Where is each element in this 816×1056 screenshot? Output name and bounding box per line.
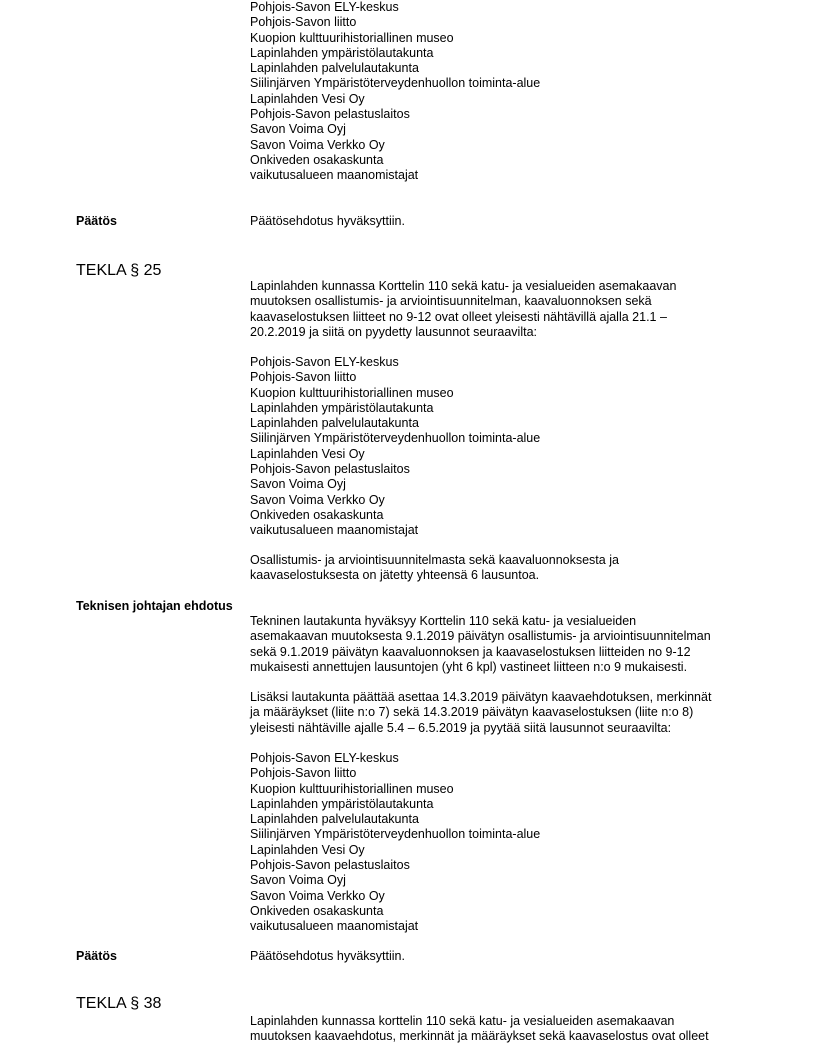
paragraph-line: Lisäksi lautakunta päättää asettaa 14.3.2019 päivätyn kaavaehdotuksen, merkinnät (250, 690, 712, 704)
list-item: Lapinlahden Vesi Oy (250, 842, 365, 857)
list-item: Siilinjärven Ympäristöterveydenhuollon toiminta-alue (250, 827, 541, 842)
paragraph-line: yleisesti nähtäville ajalle 5.4 – 6.5.2019 ja pyytää siitä lausunnot seuraavilta: (250, 720, 672, 735)
paragraph-line: Lapinlahden kunnassa korttelin 110 sekä katu- ja vesialueiden asemakaavan (250, 1014, 675, 1028)
paragraph-line: asemakaavan muutoksesta 9.1.2019 päivätyn osallistumis- ja arviointisuunnitelman (250, 629, 711, 644)
paragraph-line: mukaisesti annettujen lausuntojen (yht 6 kpl) vastineet liitteen n:o 9 mukaisesti. (250, 659, 688, 674)
paragraph-line: Tekninen lautakunta hyväksyy Korttelin 110 sekä katu- ja vesialueiden (250, 614, 637, 628)
list-item: Savon Voima Oyj (250, 477, 346, 492)
proposal-label: Teknisen johtajan ehdotus (76, 599, 233, 613)
list-item: Lapinlahden Vesi Oy (250, 91, 365, 106)
paragraph-line: kaavaselostuksesta on jätetty yhteensä 6 lausuntoa. (250, 568, 540, 583)
list-item: Pohjois-Savon ELY-keskus (250, 355, 399, 369)
paragraph-line: kaavaselostuksen liitteet no 9-12 ovat olleet yleisesti nähtävillä ajalla 21.1 – (250, 309, 667, 324)
list-item: Siilinjärven Ympäristöterveydenhuollon toiminta-alue (250, 76, 541, 91)
list-item: Savon Voima Verkko Oy (250, 137, 385, 152)
recipient-list-block (250, 355, 750, 539)
list-item: Onkiveden osakaskunta (250, 507, 384, 522)
paragraph-line: Osallistumis- ja arviointisuunnitelmasta sekä kaavaluonnoksesta ja (250, 553, 619, 567)
list-item: vaikutusalueen maanomistajat (250, 919, 419, 934)
list-item: Onkiveden osakaskunta (250, 152, 384, 167)
decision-label: Päätös (76, 949, 117, 963)
section-heading: TEKLA § 25 (76, 262, 162, 279)
recipient-list-block (250, 751, 750, 935)
list-item: Lapinlahden ympäristölautakunta (250, 45, 434, 60)
list-item: Siilinjärven Ympäristöterveydenhuollon toiminta-alue (250, 431, 541, 446)
list-item: Pohjois-Savon ELY-keskus (250, 0, 399, 14)
list-item: Pohjois-Savon pelastuslaitos (250, 858, 410, 873)
paragraph-line: Lapinlahden kunnassa Korttelin 110 sekä katu- ja vesialueiden asemakaavan (250, 279, 677, 293)
list-item: vaikutusalueen maanomistajat (250, 523, 419, 538)
paragraph-line: 20.2.2019 ja siitä on pyydetty lausunnot seuraavilta: (250, 324, 537, 339)
top-recipient-list (250, 0, 750, 184)
list-item: Lapinlahden palvelulautakunta (250, 812, 419, 827)
list-item: Lapinlahden palvelulautakunta (250, 61, 419, 76)
decision-text-line: Päätösehdotus hyväksyttiin. (250, 949, 405, 963)
list-item: Kuopion kulttuurihistoriallinen museo (250, 385, 454, 400)
proposal-paragraph-2 (250, 690, 750, 736)
list-item: Savon Voima Verkko Oy (250, 888, 385, 903)
recipient-list (250, 0, 750, 184)
list-item: Pohjois-Savon pelastuslaitos (250, 462, 410, 477)
list-item: Kuopion kulttuurihistoriallinen museo (250, 30, 454, 45)
proposal-paragraph-1 (250, 614, 750, 675)
decision-text (250, 214, 750, 229)
list-item: Lapinlahden palvelulautakunta (250, 416, 419, 431)
section-body (250, 1014, 750, 1045)
paragraph-line: muutoksen kaavaehdotus, merkinnät ja määräykset sekä kaavaselostus ovat olleet (250, 1029, 709, 1044)
recipient-list (250, 751, 750, 935)
list-item: Savon Voima Oyj (250, 122, 346, 137)
list-item: Pohjois-Savon liitto (250, 370, 357, 385)
list-item: Lapinlahden ympäristölautakunta (250, 796, 434, 811)
paragraph-line: muutoksen osallistumis- ja arviointisuunnitelman, kaavaluonnoksen sekä (250, 294, 652, 309)
summary-paragraph (250, 553, 750, 584)
list-item: Pohjois-Savon ELY-keskus (250, 751, 399, 765)
list-item: Pohjois-Savon pelastuslaitos (250, 107, 410, 122)
decision-text-line: Päätösehdotus hyväksyttiin. (250, 214, 405, 228)
section-body (250, 279, 750, 340)
list-item: Onkiveden osakaskunta (250, 903, 384, 918)
recipient-list (250, 355, 750, 539)
list-item: Lapinlahden Vesi Oy (250, 446, 365, 461)
list-item: Savon Voima Oyj (250, 873, 346, 888)
section-heading: TEKLA § 38 (76, 995, 162, 1012)
decision-label: Päätös (76, 214, 117, 228)
list-item: Pohjois-Savon liitto (250, 15, 357, 30)
list-item: vaikutusalueen maanomistajat (250, 168, 419, 183)
paragraph-line: ja määräykset (liite n:o 7) sekä 14.3.2019 päivätyn kaavaselostuksen (liite n:o 8) (250, 705, 694, 720)
list-item: Pohjois-Savon liitto (250, 766, 357, 781)
paragraph-line: sekä 9.1.2019 päivätyn kaavaluonnoksen ja kaavaselostuksen liitteiden no 9-12 (250, 644, 691, 659)
list-item: Kuopion kulttuurihistoriallinen museo (250, 781, 454, 796)
decision-text (250, 949, 750, 964)
list-item: Savon Voima Verkko Oy (250, 492, 385, 507)
list-item: Lapinlahden ympäristölautakunta (250, 400, 434, 415)
